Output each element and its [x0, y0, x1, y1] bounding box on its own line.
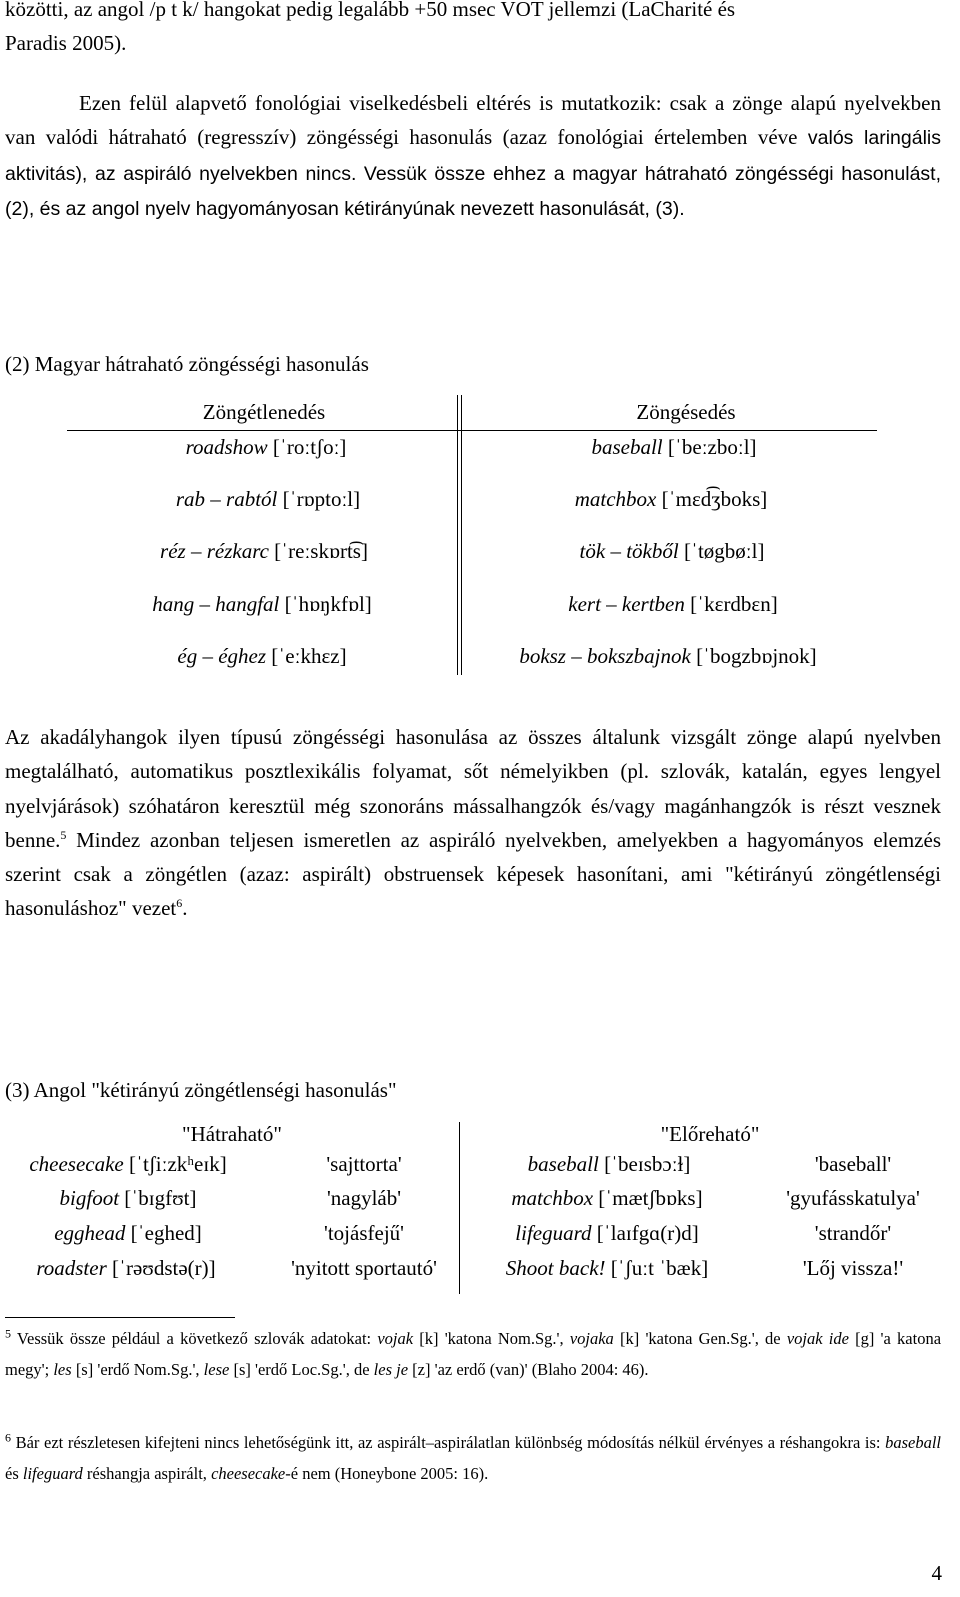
ex2-divider-1	[457, 395, 458, 675]
footnote-separator	[5, 1317, 235, 1318]
fn6-text: -é nem (Honeybone 2005: 16).	[285, 1464, 489, 1483]
ex2-left-word: réz – rézkarc	[160, 539, 269, 563]
fn5-text: Vessük össze például a következő szlovák adatokat:	[16, 1329, 378, 1348]
fn5-example: les	[53, 1360, 72, 1379]
ex2-right-ipa: [ˈmɛd͡ʒboks]	[661, 487, 768, 511]
para3-text-a: Az akadályhangok ilyen típusú zöngésségi hasonulása az összes általunk vizsgált zönge alapú nyelvben megtalálható, automatikus posztlexikális folyamat, sőt némelyikben (pl. szlovák, katalán, egyes lengyel nyelvjárások) szóhatáron keresztül még szonoráns mássalhangzók és/vagy magánhangzók is részt vesznek benne.	[5, 725, 941, 852]
ex2-right-ipa: [ˈtøgbøːl]	[683, 539, 765, 563]
para3-text-b: Mindez azonban teljesen ismeretlen az aspiráló nyelvekben, amelyekben a hagyományos elemzés szerint csak a zöngétlen (azaz: aspirált) obstruensek képesek hasonítani, ami "kétirányú zöngétlenségi hasonuláshoz" vezet	[5, 827, 941, 921]
fn6-text: Bár ezt részletesen kifejteni nincs lehetőségünk itt, az aspirált–aspirálatlan különbség módosítás nélkül érvényes a réshangokra is:	[11, 1433, 886, 1452]
ex2-right-row	[580, 539, 765, 564]
fn5-text: [s] 'erdő Nom.Sg.',	[71, 1360, 204, 1379]
paragraph-2	[5, 86, 941, 226]
ex2-right-row	[591, 435, 756, 460]
para1-line1: közötti, az angol /p t k/ hangokat pedig legalább +50 msec VOT jellemzi (LaCharité és	[5, 0, 736, 21]
fn6-example: baseball	[885, 1433, 941, 1452]
ex2-right-row	[519, 644, 816, 669]
ex2-right-row	[568, 592, 777, 617]
fn5-example: lese	[203, 1360, 230, 1379]
fn5-example: vojak	[377, 1329, 414, 1348]
fn6-example: lifeguard	[22, 1464, 83, 1483]
ex3-left-ipa: [ˈbɪgfʊt]	[124, 1186, 197, 1210]
example-3-caption: (3) Angol "kétirányú zöngétlenségi hasonulás"	[5, 1078, 397, 1102]
ex2-right-ipa: [ˈbeːzboːl]	[667, 435, 757, 459]
ex2-right-word: tök – tökből	[579, 539, 679, 563]
ex2-header-rule	[67, 430, 877, 431]
ex3-right-ipa: [ˈmætʃbɒks]	[598, 1186, 703, 1210]
fn6-example: cheesecake	[211, 1464, 286, 1483]
fn5-text: [z] 'az erdő (van)' (Blaho 2004: 46).	[408, 1360, 649, 1379]
ex2-left-ipa: [ˈroːtʃoː]	[272, 435, 347, 459]
ex2-right-row	[575, 487, 768, 512]
ex3-right-word: baseball	[527, 1152, 599, 1176]
ex2-right-word: boksz – bokszbajnok	[519, 644, 691, 668]
ex3-right-row	[506, 1256, 708, 1281]
ex2-right-word: baseball	[591, 435, 663, 459]
ex3-right-gloss: 'Lőj vissza!'	[802, 1256, 904, 1280]
ex3-left-header: "Hátraható"	[182, 1122, 282, 1146]
footnote-5-number: 5	[5, 1326, 11, 1341]
ex3-right-gloss: 'strandőr'	[814, 1221, 892, 1245]
fn5-text: [k] 'katona Nom.Sg.',	[413, 1329, 570, 1348]
ex3-right-header: "Előreható"	[660, 1122, 760, 1146]
ex2-left-row	[176, 487, 360, 512]
ex2-right-ipa: [ˈkɛrdbɛn]	[690, 592, 778, 616]
ex3-left-gloss: 'nyitott sportautó'	[291, 1256, 437, 1280]
para2-text-b: valós laringális aktivitás), az aspiráló nyelvekben nincs.	[5, 127, 941, 185]
fn5-example: vojak ide	[786, 1329, 849, 1348]
ex2-left-word: hang – hangfal	[152, 592, 280, 616]
ex2-right-ipa: [ˈbogzbɒjnok]	[696, 644, 817, 668]
ex2-left-word: rab – rabtól	[175, 487, 278, 511]
ex3-left-row	[29, 1152, 226, 1177]
fn5-text: [k] 'katona Gen.Sg.', de	[613, 1329, 787, 1348]
ex3-left-ipa: [ˈtʃiːzkʰeɪk]	[128, 1152, 227, 1176]
ex3-left-gloss: 'tojásfejű'	[324, 1221, 404, 1245]
ex3-left-row	[54, 1221, 202, 1246]
ex2-right-word: kert – kertben	[568, 592, 685, 616]
ex3-left-row	[60, 1186, 197, 1211]
fn5-example: les je	[373, 1360, 409, 1379]
ex3-right-word: matchbox	[511, 1186, 594, 1210]
para2-text-c: Vessük össze ehhez a magyar hátraható zöngésségi hasonulást, (2), és az angol nyelv hagyományosan kétirányúnak nevezett hasonulását, (3).	[5, 162, 941, 220]
ex3-divider	[459, 1122, 460, 1294]
ex2-left-row	[186, 435, 347, 460]
ex3-right-row	[528, 1152, 691, 1177]
ex3-right-row	[511, 1186, 702, 1211]
ex3-right-gloss: 'gyufásskatulya'	[786, 1186, 920, 1210]
ex3-right-row	[515, 1221, 698, 1246]
ex2-left-word: ég – éghez	[177, 644, 267, 668]
para2-text-a: Ezen felül alapvető fonológiai viselkedésbeli eltérés is mutatkozik: csak a zönge alapú nyelvekben van valódi hátraható (regresszív) zöngésségi hasonulás (azaz fonológiai értelemben véve	[5, 91, 941, 150]
ex2-left-ipa: [ˈreːskɒrt͡s]	[274, 539, 368, 563]
ex2-left-row	[152, 592, 372, 617]
fn5-text: [g] 'a katona megy';	[5, 1329, 942, 1379]
ex3-left-ipa: [ˈrəʊdstə(r)]	[112, 1256, 216, 1280]
ex3-right-ipa: [ˈbeɪsbɔːɫ]	[604, 1152, 691, 1176]
ex3-right-word: Shoot back!	[505, 1256, 606, 1280]
ex3-left-row	[36, 1256, 215, 1281]
para3-text-c: .	[182, 896, 188, 921]
footnote-6	[5, 1427, 941, 1489]
ex2-left-ipa: [ˈhɒŋkfɒl]	[284, 592, 372, 616]
paragraph-1	[5, 0, 941, 61]
footnote-6-number: 6	[5, 1430, 11, 1445]
para1-line2: Paradis 2005).	[5, 31, 127, 56]
ex2-left-word: roadshow	[185, 435, 268, 459]
footnote-ref-5[interactable]: 5	[60, 827, 67, 842]
ex3-left-word: egghead	[54, 1221, 126, 1245]
fn6-text: és	[5, 1464, 23, 1483]
ex2-left-ipa: [ˈrɒptoːl]	[282, 487, 361, 511]
ex2-right-header: Zöngésedés	[636, 400, 736, 424]
ex2-left-row	[160, 539, 368, 564]
ex3-right-ipa: [ˈʃuːt ˈbæk]	[610, 1256, 709, 1280]
footnote-5	[5, 1323, 941, 1385]
footnote-ref-6[interactable]: 6	[176, 896, 183, 911]
ex3-right-ipa: [ˈlaɪfgɑ(r)d]	[596, 1221, 699, 1245]
ex3-left-word: cheesecake	[29, 1152, 124, 1176]
fn5-example: vojaka	[569, 1329, 614, 1348]
ex2-left-ipa: [ˈeːkhɛz]	[271, 644, 347, 668]
ex3-left-gloss: 'nagyláb'	[326, 1186, 402, 1210]
ex3-left-word: roadster	[36, 1256, 107, 1280]
ex3-left-gloss: 'sajttorta'	[326, 1152, 402, 1176]
ex3-right-word: lifeguard	[515, 1221, 592, 1245]
fn5-text: [s] 'erdő Loc.Sg.', de	[229, 1360, 374, 1379]
ex2-left-row	[177, 644, 346, 669]
ex2-right-word: matchbox	[574, 487, 657, 511]
ex3-left-word: bigfoot	[59, 1186, 120, 1210]
page-number: 4	[931, 1561, 942, 1585]
ex2-left-header: Zöngétlenedés	[202, 400, 326, 424]
ex3-left-ipa: [ˈeghed]	[130, 1221, 202, 1245]
ex2-divider-2	[461, 395, 462, 675]
fn6-text: réshangja aspirált,	[82, 1464, 212, 1483]
example-2-caption: (2) Magyar hátraható zöngésségi hasonulás	[5, 352, 369, 376]
ex3-right-gloss: 'baseball'	[814, 1152, 892, 1176]
paragraph-3	[5, 720, 941, 926]
